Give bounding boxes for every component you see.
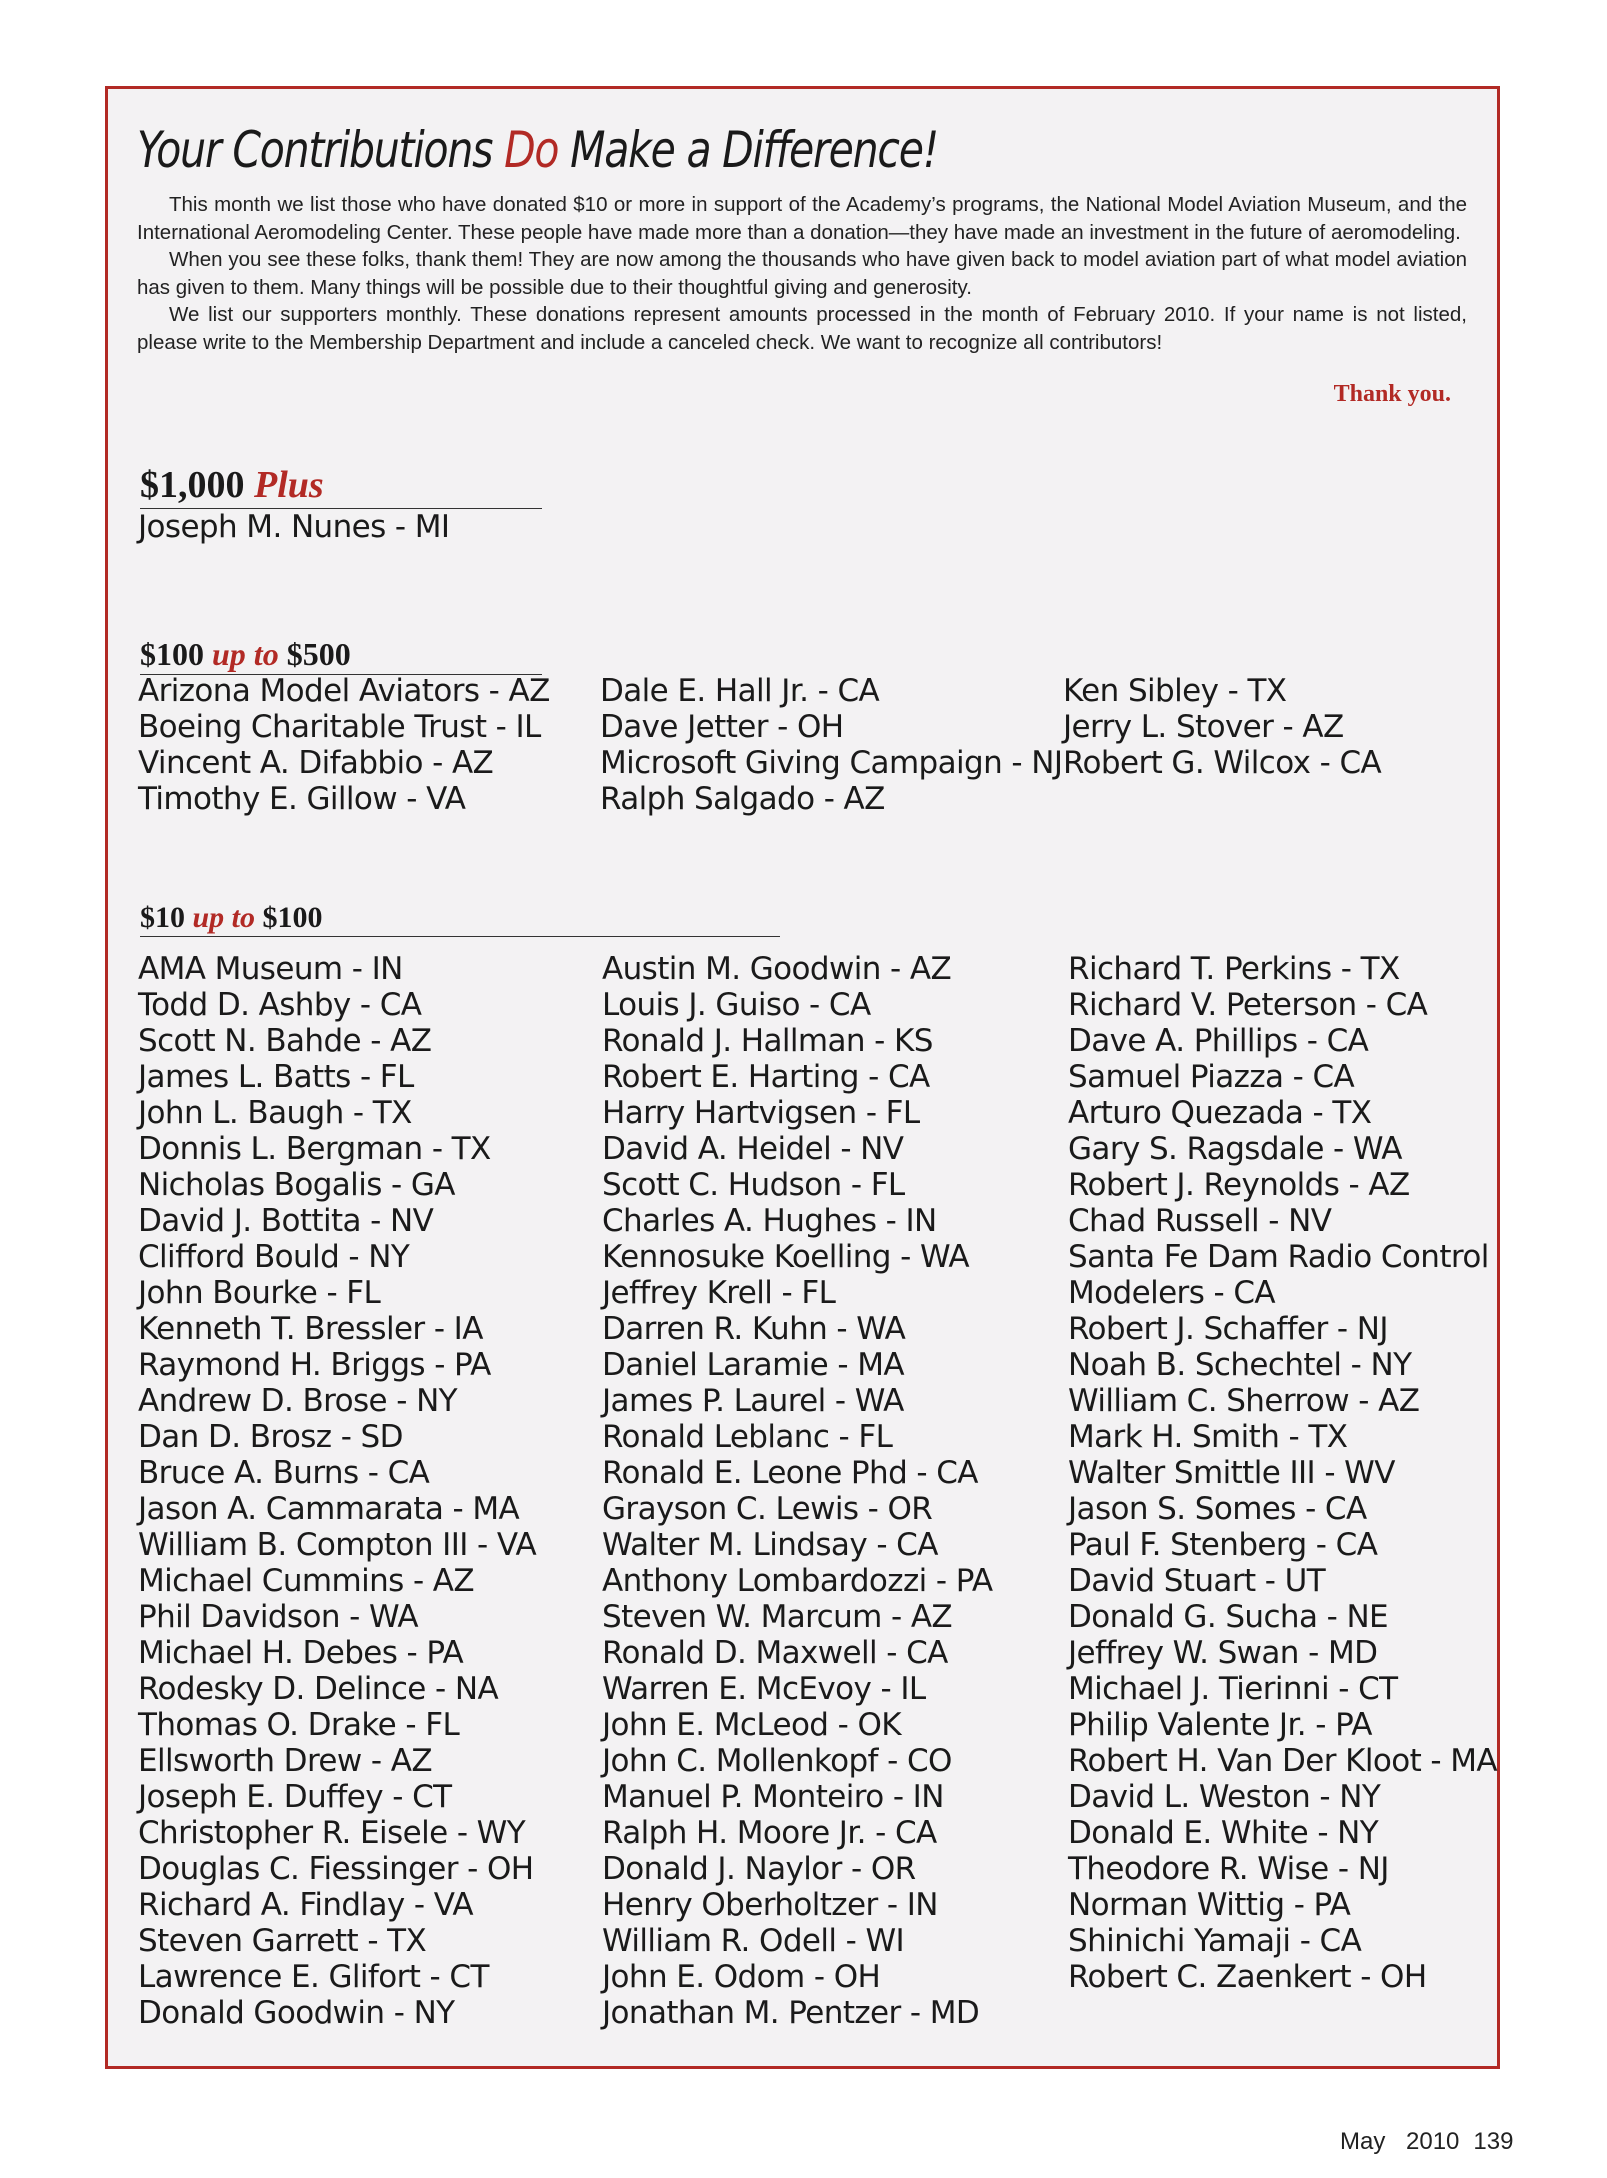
donor-name: Kenneth T. Bressler - IA bbox=[138, 1311, 483, 1347]
donor-name: Richard V. Peterson - CA bbox=[1068, 987, 1428, 1023]
donor-name: Donnis L. Bergman - TX bbox=[138, 1131, 491, 1167]
donor-name: Robert J. Schaffer - NJ bbox=[1068, 1311, 1388, 1347]
tier-100-column-1 bbox=[138, 673, 550, 817]
donor-name: Donald J. Naylor - OR bbox=[602, 1851, 916, 1887]
donor-name: Dave Jetter - OH bbox=[600, 709, 844, 745]
donor-name: Christopher R. Eisele - WY bbox=[138, 1815, 526, 1851]
donor-name: Nicholas Bogalis - GA bbox=[138, 1167, 455, 1203]
donor-name: William C. Sherrow - AZ bbox=[1068, 1383, 1420, 1419]
donor-name: Austin M. Goodwin - AZ bbox=[602, 951, 952, 987]
donor-name: Raymond H. Briggs - PA bbox=[138, 1347, 491, 1383]
donor-name: Robert G. Wilcox - CA bbox=[1063, 745, 1382, 781]
donor-name: Ronald E. Leone Phd - CA bbox=[602, 1455, 978, 1491]
tier-100-connector: up to bbox=[212, 636, 279, 672]
intro-paragraph-1: This month we list those who have donated $10 or more in support of the Academy’s programs, the National Model Aviation Museum, and the International Aeromodeling Center. These people have made more than a donation—they have made an investment in the future of aeromodeling. bbox=[137, 193, 1467, 244]
donor-name: Mark H. Smith - TX bbox=[1068, 1419, 1348, 1455]
donor-name: Ralph H. Moore Jr. - CA bbox=[602, 1815, 937, 1851]
donor-name: Paul F. Stenberg - CA bbox=[1068, 1527, 1378, 1563]
donor-name: John C. Mollenkopf - CO bbox=[602, 1743, 952, 1779]
donor-name: Charles A. Hughes - IN bbox=[602, 1203, 937, 1239]
tier-1000-amount: $1,000 bbox=[140, 464, 245, 506]
donor-name: Anthony Lombardozzi - PA bbox=[602, 1563, 993, 1599]
donor-name: Phil Davidson - WA bbox=[138, 1599, 418, 1635]
donor-name: Scott C. Hudson - FL bbox=[602, 1167, 905, 1203]
donor-name: Arturo Quezada - TX bbox=[1068, 1095, 1372, 1131]
donor-name: Boeing Charitable Trust - IL bbox=[138, 709, 541, 745]
title-part-2: Make a Difference! bbox=[558, 121, 938, 179]
donor-name: Dale E. Hall Jr. - CA bbox=[600, 673, 880, 709]
tier-10-column-1 bbox=[138, 951, 536, 2031]
title-part-1: Your Contributions bbox=[137, 121, 505, 179]
donor-name: Thomas O. Drake - FL bbox=[138, 1707, 460, 1743]
tier-10-column-3 bbox=[1068, 951, 1497, 1995]
donor-name: Ralph Salgado - AZ bbox=[600, 781, 885, 817]
donor-name: Gary S. Ragsdale - WA bbox=[1068, 1131, 1402, 1167]
donor-name: Ronald J. Hallman - KS bbox=[602, 1023, 933, 1059]
donor-name: Steven W. Marcum - AZ bbox=[602, 1599, 953, 1635]
tier-100-column-3 bbox=[1063, 673, 1381, 781]
donor-name: Philip Valente Jr. - PA bbox=[1068, 1707, 1372, 1743]
donor-name: Joseph E. Duffey - CT bbox=[138, 1779, 452, 1815]
donor-name: Walter M. Lindsay - CA bbox=[602, 1527, 938, 1563]
tier-heading-1000-plus bbox=[140, 463, 542, 509]
title-emphasis: Do bbox=[504, 121, 559, 179]
donor-name: Ken Sibley - TX bbox=[1063, 673, 1287, 709]
donor-name: Robert C. Zaenkert - OH bbox=[1068, 1959, 1427, 1995]
donor-name: Donald Goodwin - NY bbox=[138, 1995, 455, 2031]
donor-name: Jeffrey Krell - FL bbox=[602, 1275, 836, 1311]
donor-name: Darren R. Kuhn - WA bbox=[602, 1311, 906, 1347]
donor-name: Joseph M. Nunes - MI bbox=[138, 509, 450, 545]
donor-name: David L. Weston - NY bbox=[1068, 1779, 1381, 1815]
donor-name: Richard T. Perkins - TX bbox=[1068, 951, 1400, 987]
tier-heading-100-500 bbox=[140, 636, 542, 675]
donor-name: Lawrence E. Glifort - CT bbox=[138, 1959, 489, 1995]
donor-name: Jerry L. Stover - AZ bbox=[1063, 709, 1344, 745]
tier-10-high: $100 bbox=[262, 901, 323, 934]
donor-name: William B. Compton III - VA bbox=[138, 1527, 537, 1563]
donor-name: Grayson C. Lewis - OR bbox=[602, 1491, 933, 1527]
tier-10-column-2 bbox=[602, 951, 992, 2031]
donor-name: James L. Batts - FL bbox=[138, 1059, 414, 1095]
tier-100-high: $500 bbox=[286, 636, 351, 672]
donor-name: Donald E. White - NY bbox=[1068, 1815, 1379, 1851]
donor-name: Shinichi Yamaji - CA bbox=[1068, 1923, 1362, 1959]
donor-name: Arizona Model Aviators - AZ bbox=[138, 673, 550, 709]
donor-name: Samuel Piazza - CA bbox=[1068, 1059, 1355, 1095]
footer-year: 2010 bbox=[1406, 2128, 1460, 2155]
footer-month: May bbox=[1340, 2128, 1386, 2155]
donor-name: Jonathan M. Pentzer - MD bbox=[602, 1995, 980, 2031]
donor-name: James P. Laurel - WA bbox=[602, 1383, 904, 1419]
donor-name: Robert J. Reynolds - AZ bbox=[1068, 1167, 1410, 1203]
donor-name: Rodesky D. Delince - NA bbox=[138, 1671, 499, 1707]
donor-name: Dan D. Brosz - SD bbox=[138, 1419, 403, 1455]
donor-name: Jason S. Somes - CA bbox=[1068, 1491, 1367, 1527]
donor-name: John E. Odom - OH bbox=[602, 1959, 881, 1995]
donor-name: David A. Heidel - NV bbox=[602, 1131, 904, 1167]
donor-name: Dave A. Phillips - CA bbox=[1068, 1023, 1369, 1059]
donor-name: Ronald D. Maxwell - CA bbox=[602, 1635, 948, 1671]
donor-name: John E. McLeod - OK bbox=[602, 1707, 902, 1743]
intro-paragraph-3: We list our supporters monthly. These donations represent amounts processed in the month of February 2010. If your name is not listed, please write to the Membership Department and include a canceled check. We want to recognize all contributors! bbox=[137, 303, 1467, 354]
intro-text bbox=[137, 191, 1467, 356]
donor-name: Manuel P. Monteiro - IN bbox=[602, 1779, 944, 1815]
donor-name: Robert H. Van Der Kloot - MA bbox=[1068, 1743, 1498, 1779]
page-title bbox=[137, 121, 938, 179]
donor-name: Richard A. Findlay - VA bbox=[138, 1887, 473, 1923]
tier-100-column-2 bbox=[600, 673, 1062, 817]
donor-name: Harry Hartvigsen - FL bbox=[602, 1095, 920, 1131]
donor-name: Scott N. Bahde - AZ bbox=[138, 1023, 432, 1059]
donor-name: Modelers - CA bbox=[1068, 1275, 1275, 1311]
contributions-panel bbox=[105, 86, 1500, 2069]
intro-paragraph-2: When you see these folks, thank them! They are now among the thousands who have given back to model aviation part of what model aviation has given to them. Many things will be possible due to their thoughtful giving and generosity. bbox=[137, 248, 1467, 299]
donor-name: John Bourke - FL bbox=[138, 1275, 381, 1311]
donor-name: Walter Smittle III - WV bbox=[1068, 1455, 1395, 1491]
donor-name: Steven Garrett - TX bbox=[138, 1923, 427, 1959]
donor-name: AMA Museum - IN bbox=[138, 951, 403, 987]
donor-name: William R. Odell - WI bbox=[602, 1923, 905, 1959]
tier-10-low: $10 bbox=[140, 901, 185, 934]
donor-name: Henry Oberholtzer - IN bbox=[602, 1887, 938, 1923]
donor-name: Todd D. Ashby - CA bbox=[138, 987, 422, 1023]
donor-name: Michael H. Debes - PA bbox=[138, 1635, 464, 1671]
tier-100-low: $100 bbox=[140, 636, 204, 672]
donor-name: Jason A. Cammarata - MA bbox=[138, 1491, 520, 1527]
donor-name: Vincent A. Difabbio - AZ bbox=[138, 745, 494, 781]
page-footer bbox=[1340, 2128, 1513, 2156]
tier-1000-qualifier: Plus bbox=[254, 464, 324, 506]
tier-10-connector: up to bbox=[192, 901, 256, 934]
page-number: 139 bbox=[1473, 2128, 1514, 2155]
donor-name: Ellsworth Drew - AZ bbox=[138, 1743, 432, 1779]
donor-name: Warren E. McEvoy - IL bbox=[602, 1671, 926, 1707]
donor-name: Douglas C. Fiessinger - OH bbox=[138, 1851, 534, 1887]
donor-name: Jeffrey W. Swan - MD bbox=[1068, 1635, 1378, 1671]
donor-name: Timothy E. Gillow - VA bbox=[138, 781, 466, 817]
donor-name: Donald G. Sucha - NE bbox=[1068, 1599, 1389, 1635]
donor-name: Norman Wittig - PA bbox=[1068, 1887, 1351, 1923]
donor-name: Robert E. Harting - CA bbox=[602, 1059, 930, 1095]
donor-name: Noah B. Schechtel - NY bbox=[1068, 1347, 1412, 1383]
donor-name: Clifford Bould - NY bbox=[138, 1239, 410, 1275]
thank-you-note: Thank you. bbox=[1333, 381, 1451, 407]
donor-name: Louis J. Guiso - CA bbox=[602, 987, 871, 1023]
donor-name: Microsoft Giving Campaign - NJ bbox=[600, 745, 1063, 781]
donor-name: John L. Baugh - TX bbox=[138, 1095, 412, 1131]
donor-name: Kennosuke Koelling - WA bbox=[602, 1239, 969, 1275]
donor-name: Daniel Laramie - MA bbox=[602, 1347, 905, 1383]
donor-name: Michael Cummins - AZ bbox=[138, 1563, 475, 1599]
donor-name: Andrew D. Brose - NY bbox=[138, 1383, 457, 1419]
tier-1000-list bbox=[138, 509, 449, 545]
tier-heading-10-100 bbox=[140, 901, 780, 937]
donor-name: David J. Bottita - NV bbox=[138, 1203, 434, 1239]
donor-name: David Stuart - UT bbox=[1068, 1563, 1326, 1599]
donor-name: Bruce A. Burns - CA bbox=[138, 1455, 430, 1491]
donor-name: Michael J. Tierinni - CT bbox=[1068, 1671, 1398, 1707]
donor-name: Theodore R. Wise - NJ bbox=[1068, 1851, 1389, 1887]
donor-name: Chad Russell - NV bbox=[1068, 1203, 1332, 1239]
donor-name: Ronald Leblanc - FL bbox=[602, 1419, 893, 1455]
donor-name: Santa Fe Dam Radio Control bbox=[1068, 1239, 1489, 1275]
